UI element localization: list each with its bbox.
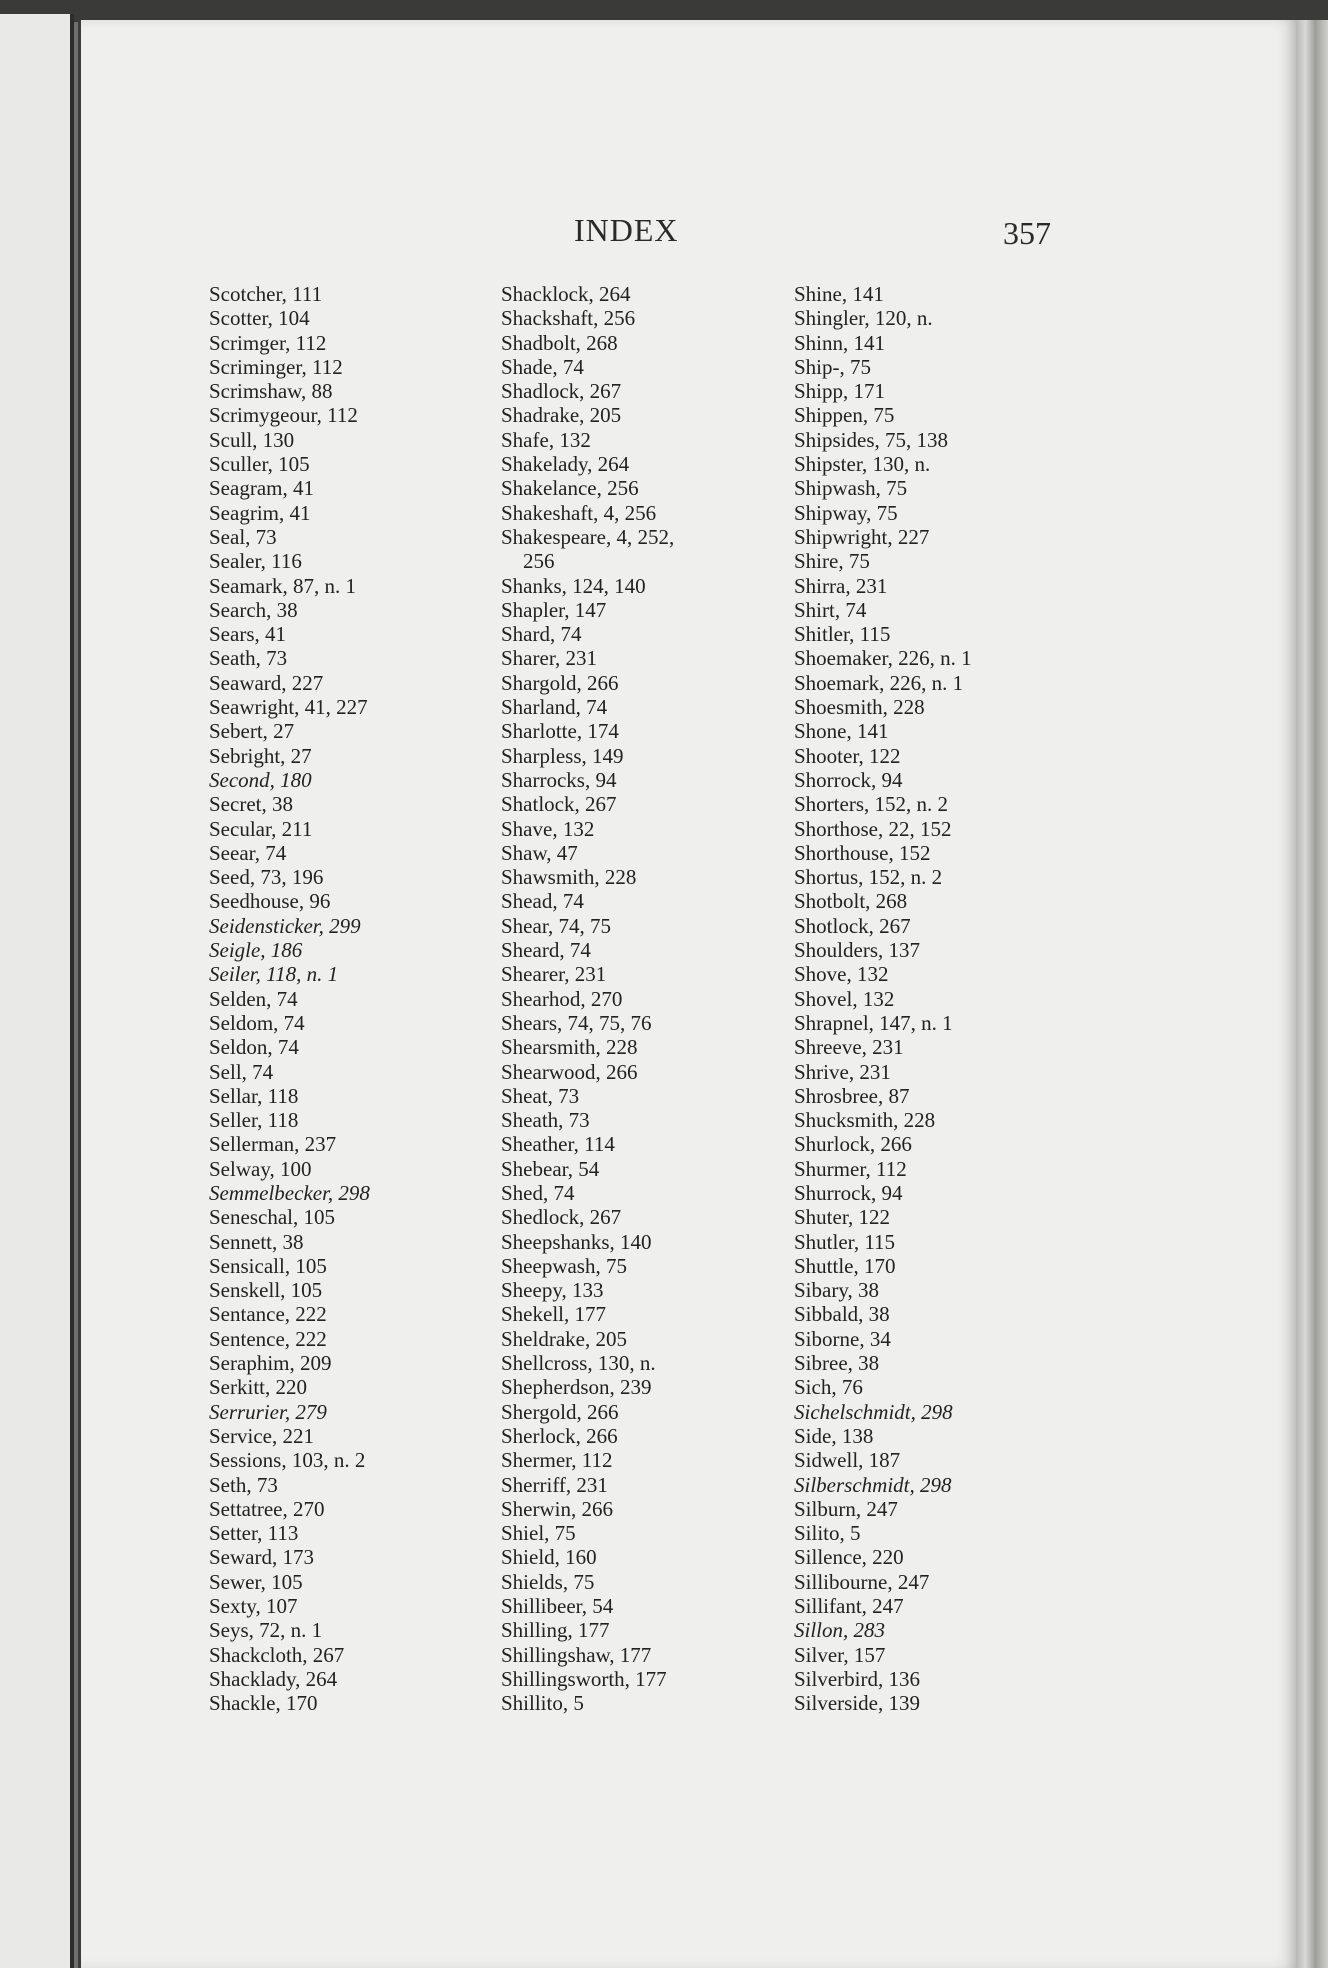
index-entry: Sherlock, 266 xyxy=(501,1423,618,1448)
index-entry: Seedhouse, 96 xyxy=(209,889,331,914)
index-entry: Seth, 73 xyxy=(209,1472,278,1497)
index-entry: Sheepy, 133 xyxy=(501,1278,604,1303)
index-entry: Shanks, 124, 140 xyxy=(501,573,646,598)
index-entry: Shorters, 152, n. 2 xyxy=(794,792,948,817)
index-entry: Senskell, 105 xyxy=(209,1278,323,1303)
index-entry: Shirra, 231 xyxy=(794,573,888,598)
index-entry: Service, 221 xyxy=(209,1423,314,1448)
index-entry: Shaw, 47 xyxy=(501,840,578,865)
index-entry: Seigle, 186 xyxy=(209,938,303,963)
index-entry: Shrapnel, 147, n. 1 xyxy=(794,1010,953,1035)
index-entry: Shears, 74, 75, 76 xyxy=(501,1010,652,1035)
index-entry: Scotter, 104 xyxy=(209,306,310,331)
index-entry: Seys, 72, n. 1 xyxy=(209,1618,323,1643)
index-entry: Shillingshaw, 177 xyxy=(501,1642,652,1667)
index-entry: Shergold, 266 xyxy=(501,1399,619,1424)
index-entry: Shipwright, 227 xyxy=(794,524,930,549)
index-entry: Shard, 74 xyxy=(501,622,582,647)
index-entry: Shermer, 112 xyxy=(501,1448,613,1473)
index-entry: Shoemark, 226, n. 1 xyxy=(794,670,964,695)
index-entry: Sellar, 118 xyxy=(209,1083,299,1108)
index-entry: Sell, 74 xyxy=(209,1059,274,1084)
page-title: INDEX xyxy=(574,212,679,248)
index-entry: Shearsmith, 228 xyxy=(501,1035,638,1060)
index-entry: Seldon, 74 xyxy=(209,1035,299,1060)
index-entry: Scrimygeour, 112 xyxy=(209,403,358,428)
index-entry: Selway, 100 xyxy=(209,1156,312,1181)
index-entry: Seward, 173 xyxy=(209,1545,314,1570)
index-entry: Seawright, 41, 227 xyxy=(209,695,368,720)
index-entry: Silito, 5 xyxy=(794,1521,861,1546)
index-entry: Shadrake, 205 xyxy=(501,403,622,428)
index-entry: Sharer, 231 xyxy=(501,646,597,671)
index-entry: Semmelbecker, 298 xyxy=(209,1180,370,1205)
index-entry: Silburn, 247 xyxy=(794,1496,898,1521)
index-entry: Shields, 75 xyxy=(501,1569,595,1594)
index-entry: Shellcross, 130, n. xyxy=(501,1351,656,1376)
index-entry: Sewer, 105 xyxy=(209,1569,303,1594)
index-entry: Shed, 74 xyxy=(501,1180,575,1205)
index-entry: Silver, 157 xyxy=(794,1642,886,1667)
index-entry: Seidensticker, 299 xyxy=(209,913,361,938)
index-entry: Shrosbree, 87 xyxy=(794,1083,910,1108)
index-entry: Siborne, 34 xyxy=(794,1326,891,1351)
index-entry: Shurrock, 94 xyxy=(794,1180,903,1205)
index-entry: Seal, 73 xyxy=(209,524,277,549)
index-entry: Shinn, 141 xyxy=(794,330,886,355)
index-entry: Shorthose, 22, 152 xyxy=(794,816,952,841)
index-entry: Shebear, 54 xyxy=(501,1156,600,1181)
index-entry: Serkitt, 220 xyxy=(209,1375,307,1400)
index-entry: Silberschmidt, 298 xyxy=(794,1472,952,1497)
index-entry: Shield, 160 xyxy=(501,1545,597,1570)
index-entry: Sheepshanks, 140 xyxy=(501,1229,652,1254)
index-entry: Sculler, 105 xyxy=(209,452,310,477)
index-entry: Sillon, 283 xyxy=(794,1618,886,1643)
index-entry: Secular, 211 xyxy=(209,816,313,841)
index-entry: Settatree, 270 xyxy=(209,1496,325,1521)
index-entry: Shekell, 177 xyxy=(501,1302,606,1327)
index-entry: Selden, 74 xyxy=(209,986,298,1011)
index-entry: Shearhod, 270 xyxy=(501,986,623,1011)
index-entry: Shakelady, 264 xyxy=(501,452,630,477)
index-entry: Sealer, 116 xyxy=(209,549,302,574)
index-entry: Shingler, 120, n. xyxy=(794,306,933,331)
index-entry: Silverside, 139 xyxy=(794,1691,920,1716)
index-entry: 256 xyxy=(523,549,555,574)
index-entry: Shead, 74 xyxy=(501,889,584,914)
index-entry: Shearer, 231 xyxy=(501,962,607,987)
index-entry: Seagrim, 41 xyxy=(209,500,311,525)
index-entry: Shutler, 115 xyxy=(794,1229,896,1254)
index-entry: Shove, 132 xyxy=(794,962,889,987)
index-entry: Sebright, 27 xyxy=(209,743,312,768)
index-entry: Shipsides, 75, 138 xyxy=(794,427,949,452)
index-entry: Shorthouse, 152 xyxy=(794,840,931,865)
index-entry: Seath, 73 xyxy=(209,646,288,671)
index-entry: Sears, 41 xyxy=(209,622,286,647)
index-entry: Shurlock, 266 xyxy=(794,1132,912,1157)
index-entry: Sibree, 38 xyxy=(794,1351,880,1376)
index-entry: Search, 38 xyxy=(209,597,298,622)
index-entry: Seneschal, 105 xyxy=(209,1205,335,1230)
index-entry: Seamark, 87, n. 1 xyxy=(209,573,356,598)
index-entry: Seraphim, 209 xyxy=(209,1351,332,1376)
index-entry: Sentence, 222 xyxy=(209,1326,327,1351)
index-entry: Shirt, 74 xyxy=(794,597,867,622)
index-entry: Sellerman, 237 xyxy=(209,1132,337,1157)
index-entry: Shade, 74 xyxy=(501,354,584,379)
index-entry: Shacklady, 264 xyxy=(209,1666,338,1691)
index-entry: Scrimger, 112 xyxy=(209,330,327,355)
index-entry: Shucksmith, 228 xyxy=(794,1108,936,1133)
index-entry: Sheldrake, 205 xyxy=(501,1326,627,1351)
index-entry: Shakelance, 256 xyxy=(501,476,639,501)
index-entry: Sherriff, 231 xyxy=(501,1472,608,1497)
index-entry: Shatlock, 267 xyxy=(501,792,617,817)
index-entry: Scrimshaw, 88 xyxy=(209,379,333,404)
index-entry: Setter, 113 xyxy=(209,1521,299,1546)
index-entry: Sich, 76 xyxy=(794,1375,863,1400)
index-entry: Shadbolt, 268 xyxy=(501,330,618,355)
index-entry: Seaward, 227 xyxy=(209,670,324,695)
index-entry: Sharrocks, 94 xyxy=(501,767,617,792)
index-entry: Shuter, 122 xyxy=(794,1205,890,1230)
index-entry: Shearwood, 266 xyxy=(501,1059,638,1084)
index-entry: Seagram, 41 xyxy=(209,476,314,501)
index-entry: Sebert, 27 xyxy=(209,719,295,744)
index-entry: Sherwin, 266 xyxy=(501,1496,613,1521)
index-entry: Scotcher, 111 xyxy=(209,282,323,306)
index-entry: Shoesmith, 228 xyxy=(794,695,925,720)
index-column-2 xyxy=(501,282,801,1716)
page-block-edge xyxy=(1296,20,1328,1968)
index-entry: Sessions, 103, n. 2 xyxy=(209,1448,366,1473)
index-entry: Shotlock, 267 xyxy=(794,913,911,938)
index-entry: Shone, 141 xyxy=(794,719,889,744)
index-entry: Ship-, 75 xyxy=(794,354,872,379)
index-entry: Sheather, 114 xyxy=(501,1132,615,1157)
index-entry: Seiler, 118, n. 1 xyxy=(209,962,339,987)
index-entry: Sharpless, 149 xyxy=(501,743,624,768)
index-entry: Shedlock, 267 xyxy=(501,1205,622,1230)
index-entry: Sharland, 74 xyxy=(501,695,608,720)
index-entry: Second, 180 xyxy=(209,767,312,792)
index-entry: Sexty, 107 xyxy=(209,1594,298,1619)
index-entry: Shotbolt, 268 xyxy=(794,889,908,914)
index-entry: Sheepwash, 75 xyxy=(501,1253,627,1278)
index-entry: Sharlotte, 174 xyxy=(501,719,619,744)
index-entry: Sheard, 74 xyxy=(501,938,591,963)
index-entry: Sibbald, 38 xyxy=(794,1302,890,1327)
page-header xyxy=(81,212,1299,262)
index-entry: Shitler, 115 xyxy=(794,622,891,647)
index-entry: Shackshaft, 256 xyxy=(501,306,636,331)
facing-page-edge xyxy=(0,14,74,1968)
index-entry: Sillence, 220 xyxy=(794,1545,904,1570)
index-entry: Shrive, 231 xyxy=(794,1059,891,1084)
index-entry: Secret, 38 xyxy=(209,792,293,817)
index-entry: Shoulders, 137 xyxy=(794,938,920,963)
index-entry: Sheat, 73 xyxy=(501,1083,580,1108)
index-entry: Sillibourne, 247 xyxy=(794,1569,930,1594)
index-entry: Shilling, 177 xyxy=(501,1618,610,1643)
index-entry: Shave, 132 xyxy=(501,816,595,841)
page-number: 357 xyxy=(1003,215,1051,251)
index-entry: Silverbird, 136 xyxy=(794,1666,920,1691)
index-entry: Sheath, 73 xyxy=(501,1108,590,1133)
index-entry: Sensicall, 105 xyxy=(209,1253,327,1278)
index-entry: Shillito, 5 xyxy=(501,1691,584,1716)
index-entry: Side, 138 xyxy=(794,1423,874,1448)
index-entry: Shafe, 132 xyxy=(501,427,591,452)
index-entry: Shakeshaft, 4, 256 xyxy=(501,500,657,525)
index-entry: Shippen, 75 xyxy=(794,403,895,428)
index-entry: Shacklock, 264 xyxy=(501,282,631,306)
index-entry: Sibary, 38 xyxy=(794,1278,879,1303)
index-entry: Seear, 74 xyxy=(209,840,287,865)
index-entry: Shiel, 75 xyxy=(501,1521,576,1546)
index-entry: Seldom, 74 xyxy=(209,1010,305,1035)
index-entry: Shuttle, 170 xyxy=(794,1253,896,1278)
index-entry: Shreeve, 231 xyxy=(794,1035,904,1060)
index-entry: Shipwash, 75 xyxy=(794,476,908,501)
index-column-3 xyxy=(794,282,1054,1716)
index-entry: Shortus, 152, n. 2 xyxy=(794,865,943,890)
index-entry: Shipster, 130, n. xyxy=(794,452,931,477)
index-entry: Shooter, 122 xyxy=(794,743,901,768)
index-entry: Shadlock, 267 xyxy=(501,379,622,404)
index-entry: Sidwell, 187 xyxy=(794,1448,901,1473)
index-entry: Shackle, 170 xyxy=(209,1691,318,1716)
index-entry: Shawsmith, 228 xyxy=(501,865,637,890)
top-scan-edge xyxy=(0,0,1328,22)
index-entry: Shire, 75 xyxy=(794,549,870,574)
index-entry: Shillingsworth, 177 xyxy=(501,1666,667,1691)
index-entry: Shipway, 75 xyxy=(794,500,898,525)
index-entry: Shine, 141 xyxy=(794,282,884,306)
index-entry: Sentance, 222 xyxy=(209,1302,327,1327)
index-entry: Shipp, 171 xyxy=(794,379,886,404)
index-entry: Shear, 74, 75 xyxy=(501,913,611,938)
index-entry: Scriminger, 112 xyxy=(209,354,343,379)
index-entry: Seller, 118 xyxy=(209,1108,299,1133)
index-entry: Shapler, 147 xyxy=(501,597,607,622)
index-entry: Shorrock, 94 xyxy=(794,767,903,792)
index-entry: Scull, 130 xyxy=(209,427,295,452)
index-entry: Shovel, 132 xyxy=(794,986,895,1011)
index-entry: Sennett, 38 xyxy=(209,1229,304,1254)
index-entry: Shepherdson, 239 xyxy=(501,1375,652,1400)
index-entry: Seed, 73, 196 xyxy=(209,865,324,890)
index-entry: Sichelschmidt, 298 xyxy=(794,1399,953,1424)
index-entry: Shackcloth, 267 xyxy=(209,1642,345,1667)
index-entry: Shillibeer, 54 xyxy=(501,1594,614,1619)
index-entry: Shoemaker, 226, n. 1 xyxy=(794,646,972,671)
index-entry: Sillifant, 247 xyxy=(794,1594,904,1619)
index-entry: Serrurier, 279 xyxy=(209,1399,327,1424)
index-entry: Shurmer, 112 xyxy=(794,1156,907,1181)
index-entry: Shargold, 266 xyxy=(501,670,619,695)
index-entry: Shakespeare, 4, 252, xyxy=(501,524,675,549)
index-column-1 xyxy=(209,282,509,1716)
book-page xyxy=(78,20,1299,1968)
